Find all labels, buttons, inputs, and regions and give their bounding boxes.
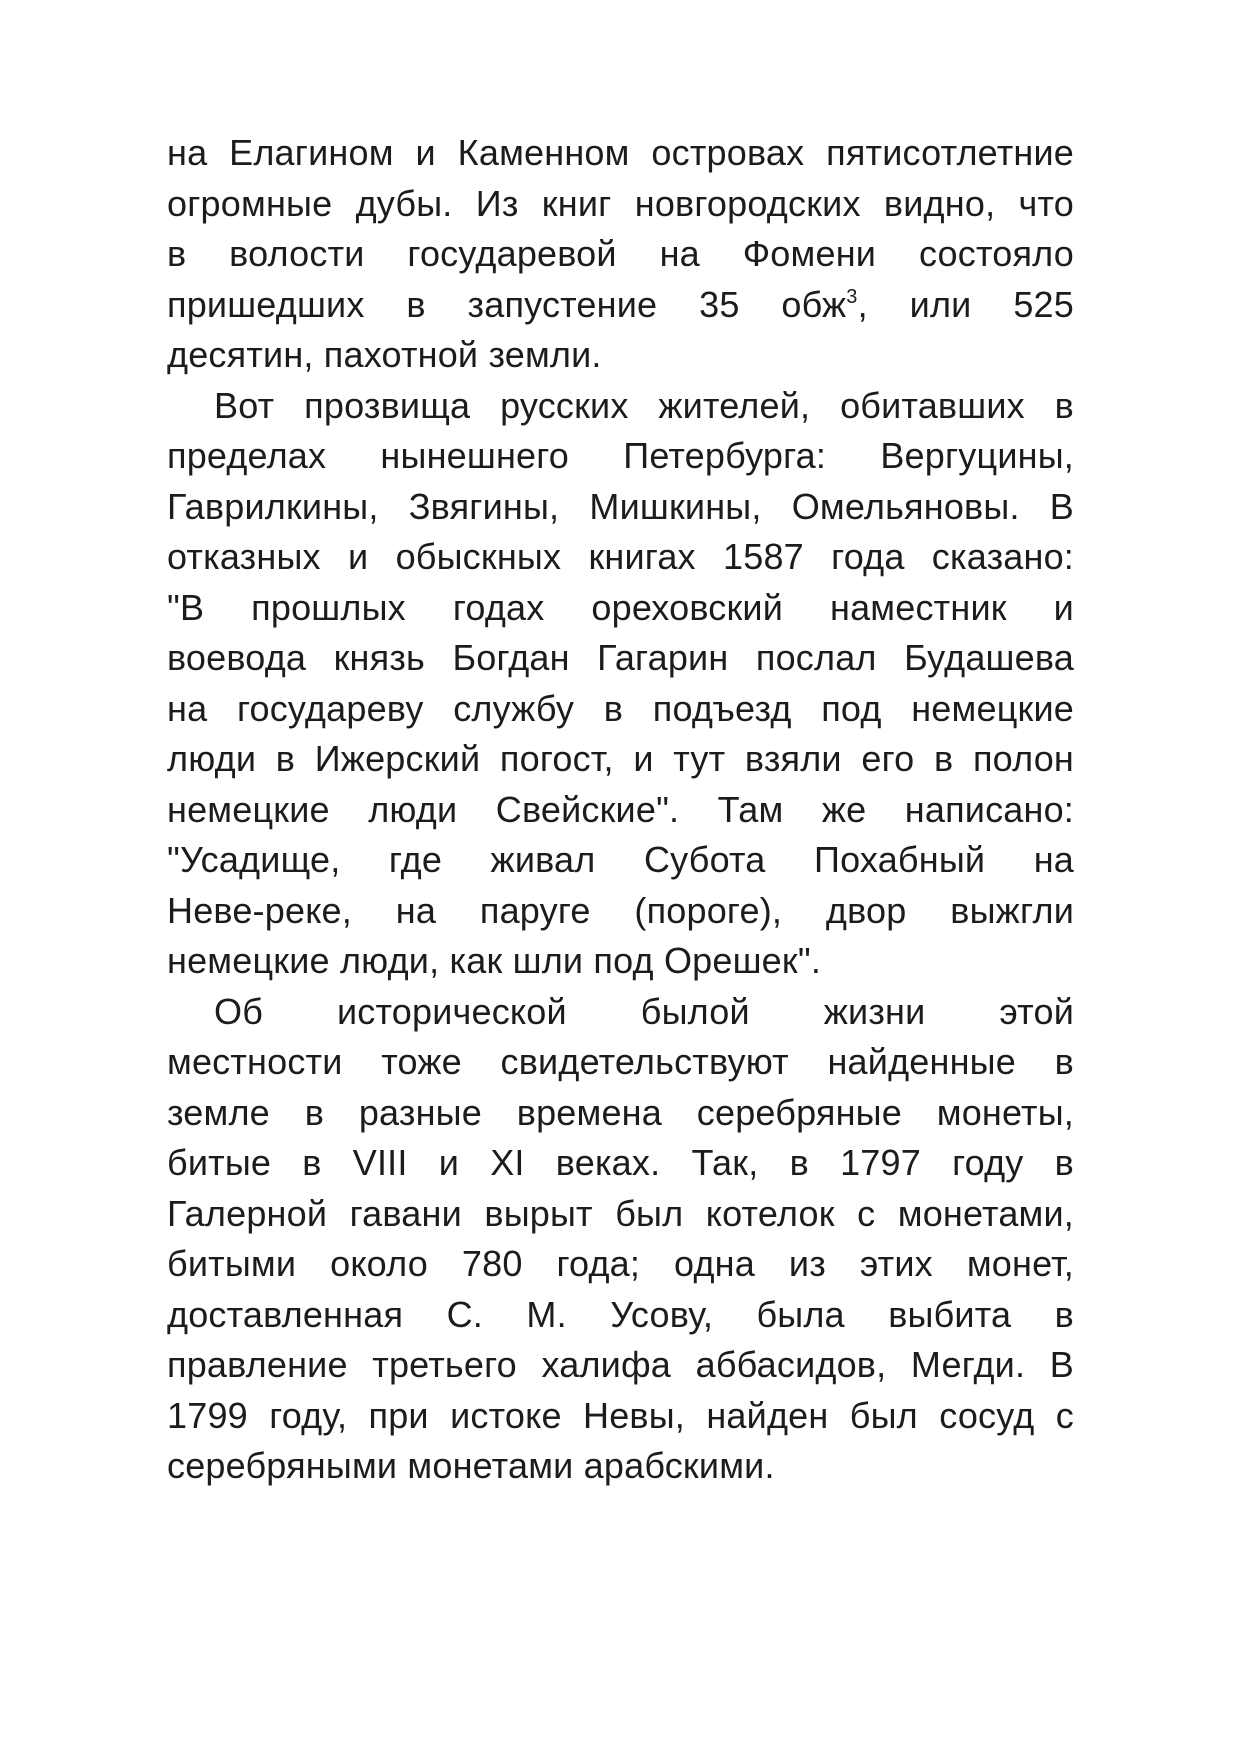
text-line: доставленная С. М. Усову, была выбита в (167, 1293, 1074, 1335)
document-body (167, 128, 1074, 1492)
text-line: отказных и обыскных книгах 1587 года сказано: (167, 536, 1074, 577)
text-line: пределах нынешнего Петербурга: Вергуцины, (167, 435, 1074, 476)
text-line: Галерной гавани вырыт был котелок с монетами, (167, 1192, 1074, 1234)
text-line: в волости государевой на Фомени состояло (167, 233, 1074, 274)
text-line: немецкие люди, как шли под Орешек". (167, 940, 822, 981)
text-line: битыми около 780 года; одна из этих монет, (167, 1243, 1074, 1284)
text-line: Гаврилкины, Звягины, Мишкины, Омельяновы. В (167, 485, 1074, 527)
text-line: десятин, пахотной земли. (167, 334, 602, 375)
text-line: огромные дубы. Из книг новгородских видно, что (167, 182, 1074, 224)
text-line: правление третьего халифа аббасидов, Мегди. В (167, 1344, 1074, 1385)
text-line: немецкие люди Свейские". Там же написано: (167, 788, 1074, 830)
text-line: земле в разные времена серебряные монеты, (167, 1091, 1074, 1133)
footnote-marker: 3 (846, 285, 858, 308)
text-line: "В прошлых годах ореховский наместник и (167, 586, 1074, 628)
text-line: "Усадище, где живал Субота Похабный на (167, 839, 1074, 880)
text-line: на Елагином и Каменном островах пятисотлетние (167, 132, 1074, 173)
text-line: 1799 году, при истоке Невы, найден был сосуд с (167, 1394, 1074, 1436)
text-line: Вот прозвища русских жителей, обитавших в (214, 384, 1074, 426)
text-line: местности тоже свидетельствуют найденные в (167, 1041, 1074, 1082)
paragraph-2 (167, 381, 1074, 987)
text-line: люди в Ижерский погост, и тут взяли его в полон (167, 738, 1074, 779)
text-line: серебряными монетами арабскими. (167, 1445, 775, 1486)
text-line: воевода князь Богдан Гагарин послал Будашева (167, 637, 1074, 678)
footnote-line-before: пришедших в запустение 35 обж (167, 283, 847, 325)
text-line-with-footnote (167, 280, 1074, 331)
text-line: битые в VIII и XI веках. Так, в 1797 году в (167, 1142, 1074, 1183)
paragraph-1 (167, 128, 1074, 381)
footnote-line-after: , или 525 (857, 283, 1074, 325)
text-line: на государеву службу в подъезд под немецкие (167, 687, 1074, 729)
text-line: Об исторической былой жизни этой (214, 990, 1074, 1032)
paragraph-3 (167, 987, 1074, 1492)
text-line: Неве-реке, на паруге (пороге), двор выжгли (167, 889, 1074, 931)
